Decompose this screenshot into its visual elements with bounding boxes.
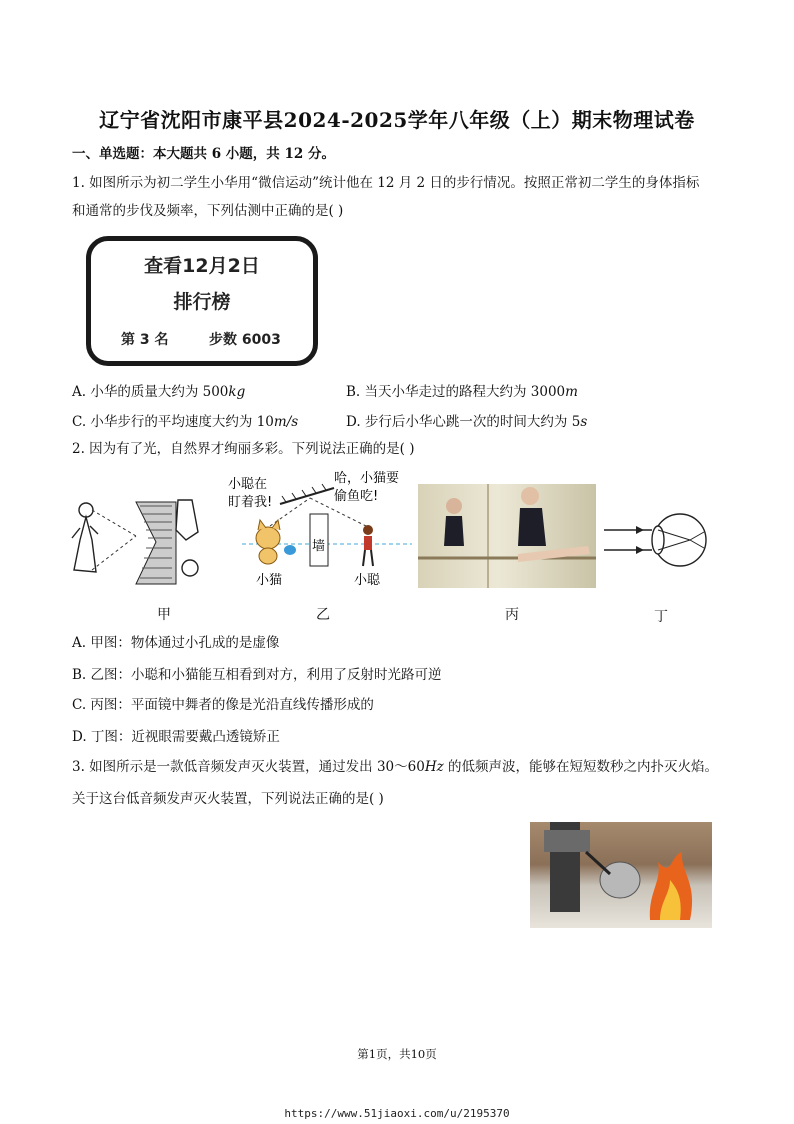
stamp-steps: 步数 6003 [209, 332, 281, 348]
page-footer: 第1页，共10页 [357, 1047, 437, 1061]
bubble-cat-line1: 哈，小猫要 [334, 471, 400, 486]
stamp-line-2: 排行榜 [173, 291, 231, 313]
figure-label-yi: 乙 [316, 607, 330, 623]
section-heading: 一、单选题：本大题共 6 小题，共 12 分。 [72, 146, 335, 162]
wechat-ranking-stamp [86, 236, 318, 366]
figure-ding-eye-diagram [600, 508, 712, 588]
figure-label-ding: 丁 [654, 609, 668, 625]
stamp-rank: 第 3 名 [121, 332, 169, 348]
eye-icon [652, 514, 706, 566]
sound-extinguisher-photo [530, 822, 712, 928]
figure-yi [222, 466, 412, 594]
boy-label: 小聪 [354, 573, 381, 588]
q2-option-a: A. 甲图：物体通过小孔成的是虚像 [72, 635, 280, 651]
ballet-mirror-photo [418, 484, 596, 588]
bubble-cong-line2: 盯着我! [228, 495, 273, 510]
q2-option-b: B. 乙图：小聪和小猫能互相看到对方，利用了反射时光路可逆 [72, 667, 442, 683]
stamp-line-1: 查看12月2日 [144, 255, 260, 277]
figure-label-jia: 甲 [157, 607, 171, 623]
inverted-image-icon [176, 500, 198, 576]
exam-title: 辽宁省沈阳市康平县2024-2025学年八年级（上）期末物理试卷 [99, 108, 695, 132]
question-1-line-2: 和通常的步伐及频率，下列估测中正确的是( ) [72, 203, 344, 219]
cat-label: 小猫 [256, 573, 283, 588]
q2-option-c: C. 丙图：平面镜中舞者的像是光沿直线传播形成的 [72, 697, 374, 713]
q1-option-b: B. 当天小华走过的路程大约为 3000m [346, 384, 578, 400]
mirror-icon [280, 484, 334, 504]
figure-label-bing: 丙 [505, 607, 519, 623]
mirror-box-icon [136, 502, 176, 584]
q1-option-d: D. 步行后小华心跳一次的时间大约为 5s [346, 414, 588, 430]
bubble-cat-line2: 偷鱼吃! [334, 489, 379, 504]
question-3-line-1: 3. 如图所示是一款低音频发声灭火装置，通过发出 30～60Hz 的低频声波，能够在短短数秒之内扑灭火焰。 [72, 759, 719, 775]
dancers-icon [418, 484, 596, 588]
question-1-line-1: 1. 如图所示为初二学生小华用“微信运动”统计他在 12 月 2 日的步行情况。按照正常初二学生的身体指标 [72, 175, 700, 191]
bubble-cong-line1: 小聪在 [228, 477, 268, 492]
figure-jia [70, 480, 210, 592]
q1-option-c: C. 小华步行的平均速度大约为 10m/s [72, 414, 299, 430]
question-2-line-1: 2. 因为有了光，自然界才绚丽多彩。下列说法正确的是( ) [72, 441, 415, 457]
cat-icon [256, 520, 296, 564]
question-3-line-2: 关于这台低音频发声灭火装置，下列说法正确的是( ) [72, 791, 384, 807]
q2-option-d: D. 丁图：近视眼需要戴凸透镜矫正 [72, 729, 280, 745]
boy-icon [363, 525, 373, 566]
fire-extinguisher-scene-icon [530, 822, 712, 928]
wall-label: 墙 [312, 539, 326, 554]
q1-option-a: A. 小华的质量大约为 500kg [72, 384, 246, 400]
source-url: https://www.51jiaoxi.com/u/2195370 [284, 1107, 510, 1120]
person-figure-icon [72, 503, 98, 572]
